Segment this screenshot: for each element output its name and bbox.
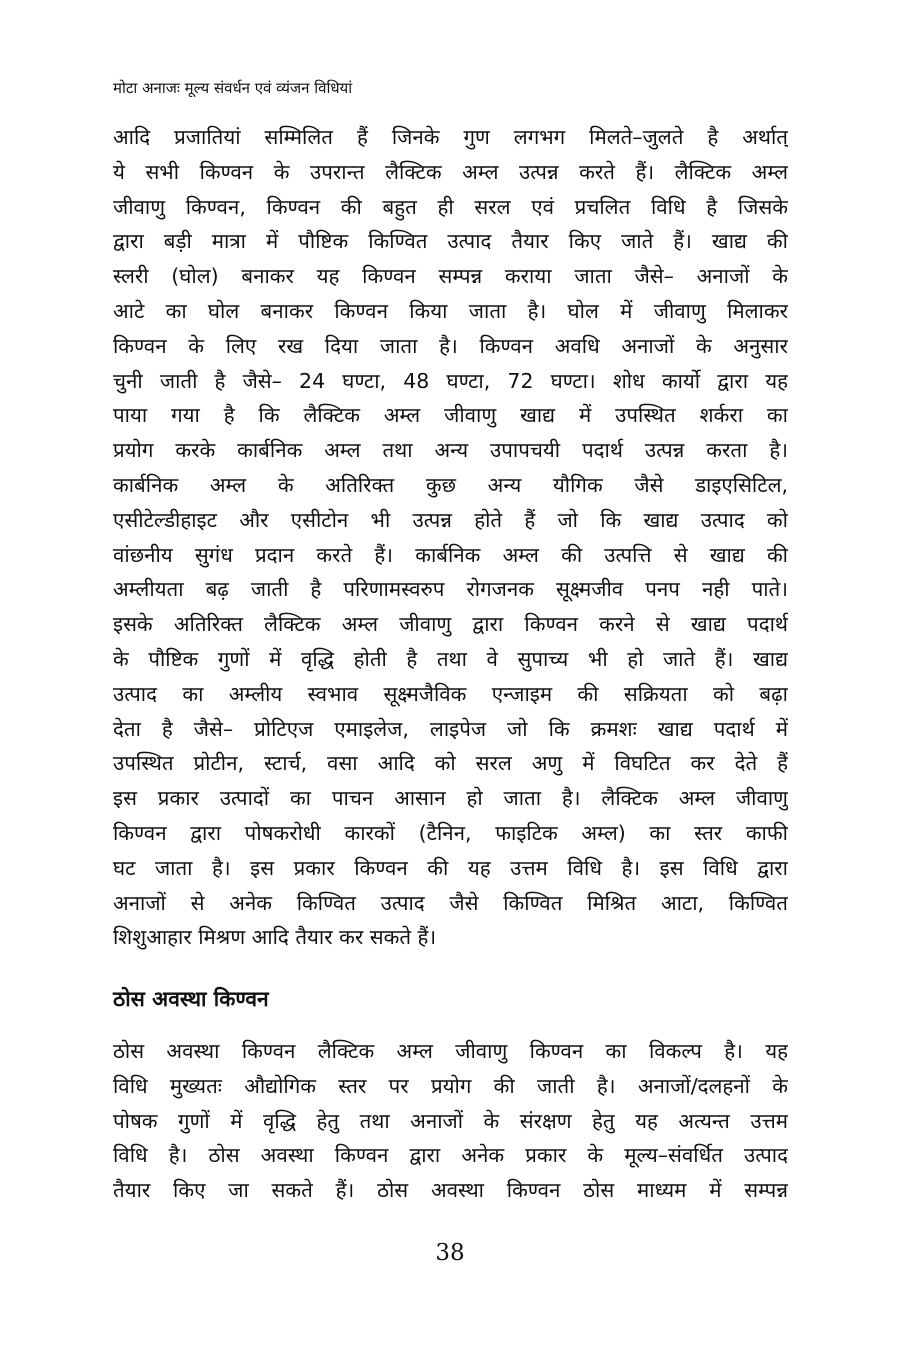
paragraph-line: अनाजों से अनेक किण्वित उत्पाद जैसे किण्वित मिश्रित आटा, किण्वित — [113, 890, 788, 915]
paragraph-line: पाया गया है कि लैक्टिक अम्ल जीवाणु खाद्य में उपस्थित शर्करा का — [113, 403, 788, 428]
paragraph-line: अम्लीयता बढ़ जाती है परिणामस्वरुप रोगजनक सूक्ष्मजीव पनप नही पाते। — [113, 577, 788, 602]
paragraph-line: जीवाणु किण्वन, किण्वन की बहुत ही सरल एवं प्रचलित विधि है जिसके — [113, 194, 788, 219]
paragraph-line: एसीटेल्डीहाइट और एसीटोन भी उत्पन्न होते हैं जो कि खाद्य उत्पाद को — [113, 507, 788, 532]
paragraph-line: विधि मुख्यतः औद्योगिक स्तर पर प्रयोग की जाती है। अनाजों/दलहनों के — [113, 1073, 788, 1098]
paragraph-line: पोषक गुणों में वृद्धि हेतु तथा अनाजों के संरक्षण हेतु यह अत्यन्त उत्तम — [113, 1108, 788, 1133]
paragraph-line: आदि प्रजातियां सम्मिलित हैं जिनके गुण लगभग मिलते–जुलते है अर्थात् — [113, 125, 788, 149]
paragraph-line: उत्पाद का अम्लीय स्वभाव सूक्ष्मजैविक एन्जाइम की सक्रियता को बढ़ा — [113, 681, 788, 706]
section-heading: ठोस अवस्था किण्वन — [113, 987, 269, 1011]
paragraph-line: विधि है। ठोस अवस्था किण्वन द्वारा अनेक प्रकार के मूल्य–संवर्धित उत्पाद — [113, 1143, 788, 1168]
paragraph-line: तैयार किए जा सकते हैं। ठोस अवस्था किण्वन ठोस माध्यम में सम्पन्न — [113, 1178, 788, 1203]
paragraph-line: द्वारा बड़ी मात्रा में पौष्टिक किण्वित उत्पाद तैयार किए जाते हैं। खाद्य की — [113, 229, 788, 254]
paragraph-line: इसके अतिरिक्त लैक्टिक अम्ल जीवाणु द्वारा किण्वन करने से खाद्य पदार्थ — [113, 612, 788, 637]
body-paragraph-2 — [113, 1034, 788, 1208]
paragraph-line: वांछनीय सुगंध प्रदान करते हैं। कार्बनिक अम्ल की उत्पत्ति से खाद्य की — [113, 542, 788, 567]
page-number: 38 — [435, 1240, 465, 1266]
paragraph-line: देता है जैसे– प्रोटिएज एमाइलेज, लाइपेज जो कि क्रमशः खाद्य पदार्थ में — [113, 716, 788, 741]
running-header: मोटा अनाजः मूल्य संवर्धन एवं व्यंजन विधियां — [113, 79, 353, 97]
paragraph-line: आटे का घोल बनाकर किण्वन किया जाता है। घोल में जीवाणु मिलाकर — [113, 298, 788, 323]
paragraph-line: किण्वन के लिए रख दिया जाता है। किण्वन अवधि अनाजों के अनुसार — [113, 333, 788, 358]
body-paragraph-1 — [113, 120, 788, 955]
paragraph-line: कार्बनिक अम्ल के अतिरिक्त कुछ अन्य यौगिक जैसे डाइएसिटिल, — [113, 472, 788, 497]
paragraph-line: चुनी जाती है जैसे– 24 घण्टा, 48 घण्टा, 72 घण्टा। शोध कार्यो द्वारा यह — [113, 368, 788, 393]
paragraph-line: इस प्रकार उत्पादों का पाचन आसान हो जाता है। लैक्टिक अम्ल जीवाणु — [113, 786, 788, 811]
paragraph-line: प्रयोग करके कार्बनिक अम्ल तथा अन्य उपापचयी पदार्थ उत्पन्न करता है। — [113, 438, 788, 463]
paragraph-line: शिशुआहार मिश्रण आदि तैयार कर सकते हैं। — [113, 925, 437, 950]
paragraph-line: स्लरी (घोल) बनाकर यह किण्वन सम्पन्न कराया जाता जैसे– अनाजों के — [113, 264, 788, 289]
paragraph-line: किण्वन द्वारा पोषकरोधी कारकों (टैनिन, फाइटिक अम्ल) का स्तर काफी — [113, 820, 788, 845]
paragraph-line: ये सभी किण्वन के उपरान्त लैक्टिक अम्ल उत्पन्न करते हैं। लैक्टिक अम्ल — [113, 159, 788, 184]
paragraph-line: ठोस अवस्था किण्वन लैक्टिक अम्ल जीवाणु किण्वन का विकल्प है। यह — [113, 1039, 788, 1063]
paragraph-line: के पौष्टिक गुणों में वृद्धि होती है तथा वे सुपाच्य भी हो जाते हैं। खाद्य — [113, 646, 788, 671]
paragraph-line: उपस्थित प्रोटीन, स्टार्च, वसा आदि को सरल अणु में विघटित कर देते हैं — [113, 751, 788, 776]
paragraph-line: घट जाता है। इस प्रकार किण्वन की यह उत्तम विधि है। इस विधि द्वारा — [113, 855, 788, 880]
